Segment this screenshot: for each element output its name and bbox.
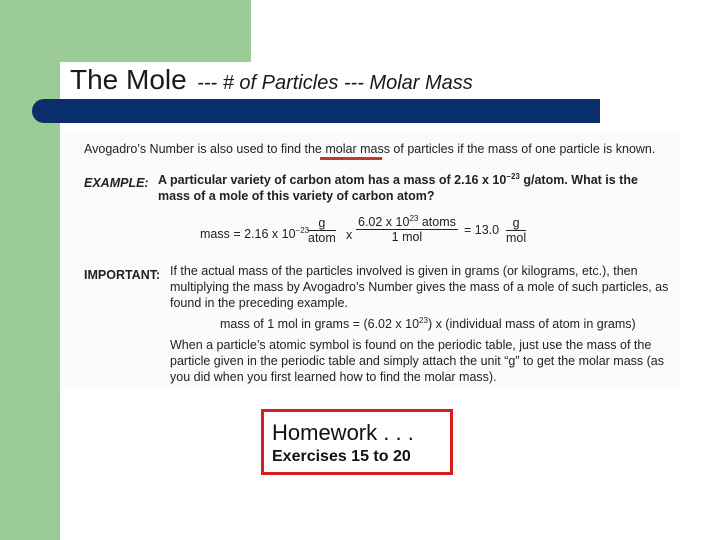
slide-title-sub: --- # of Particles --- Molar Mass xyxy=(197,72,473,94)
molar-mass-underline xyxy=(320,157,382,160)
important-line-1: If the actual mass of the particles involved is given in grams (or kilograms, etc.), then xyxy=(170,264,638,278)
note-line-2: particle given in the periodic table and simply attach the unit “g” to get the molar mass (as xyxy=(170,354,665,368)
scanned-text-image xyxy=(60,130,680,390)
example-label: EXAMPLE: xyxy=(84,176,149,190)
molar-mass-highlight: molar mass xyxy=(325,142,390,156)
important-label: IMPORTANT: xyxy=(84,268,161,282)
homework-box xyxy=(261,409,453,475)
equation-result: = 13.0 xyxy=(464,223,500,237)
intro-line: Avogadro’s Number is also used to find the molar mass of particles if the mass of one particle is known. xyxy=(84,142,656,156)
top-green-band xyxy=(60,0,251,62)
left-green-band xyxy=(0,0,60,540)
example-line-1: A particular variety of carbon atom has a mass of 2.16 x $10^{-23}$ g/atom. What is the xyxy=(158,172,638,188)
important-line-3: found in the preceding example. xyxy=(170,296,348,310)
fraction-g-per-mol: g mol xyxy=(506,216,527,245)
note-line-1: When a particle’s atomic symbol is found on the periodic table, just use the mass of the xyxy=(170,338,652,352)
title-divider-bar xyxy=(32,99,600,123)
homework-title: Homework . . . xyxy=(272,420,414,445)
formula-line: mass of 1 mol in grams = (6.02 x $10^{23}$) x (individual mass of atom in grams) xyxy=(220,316,636,332)
example-line-2: mass of a mole of this variety of carbon atom? xyxy=(158,189,435,203)
note-line-3: you did when you first learned how to find the molar mass). xyxy=(170,370,497,384)
homework-exercises: Exercises 15 to 20 xyxy=(272,448,411,465)
slide-title-main: The Mole xyxy=(70,64,187,95)
fraction-avogadro: 6.02 x $10^{23}$ atoms 1 mol xyxy=(358,214,456,245)
slide-title xyxy=(70,64,473,96)
fraction-g-per-atom: g atom xyxy=(308,216,336,245)
times-sign: x xyxy=(346,228,353,242)
important-line-2: multiplying the mass by Avogadro’s Number gives the mass of a mole of such particles, as xyxy=(170,280,669,294)
equation-lhs: mass = 2.16 x $10^{-23}$ xyxy=(200,226,310,242)
